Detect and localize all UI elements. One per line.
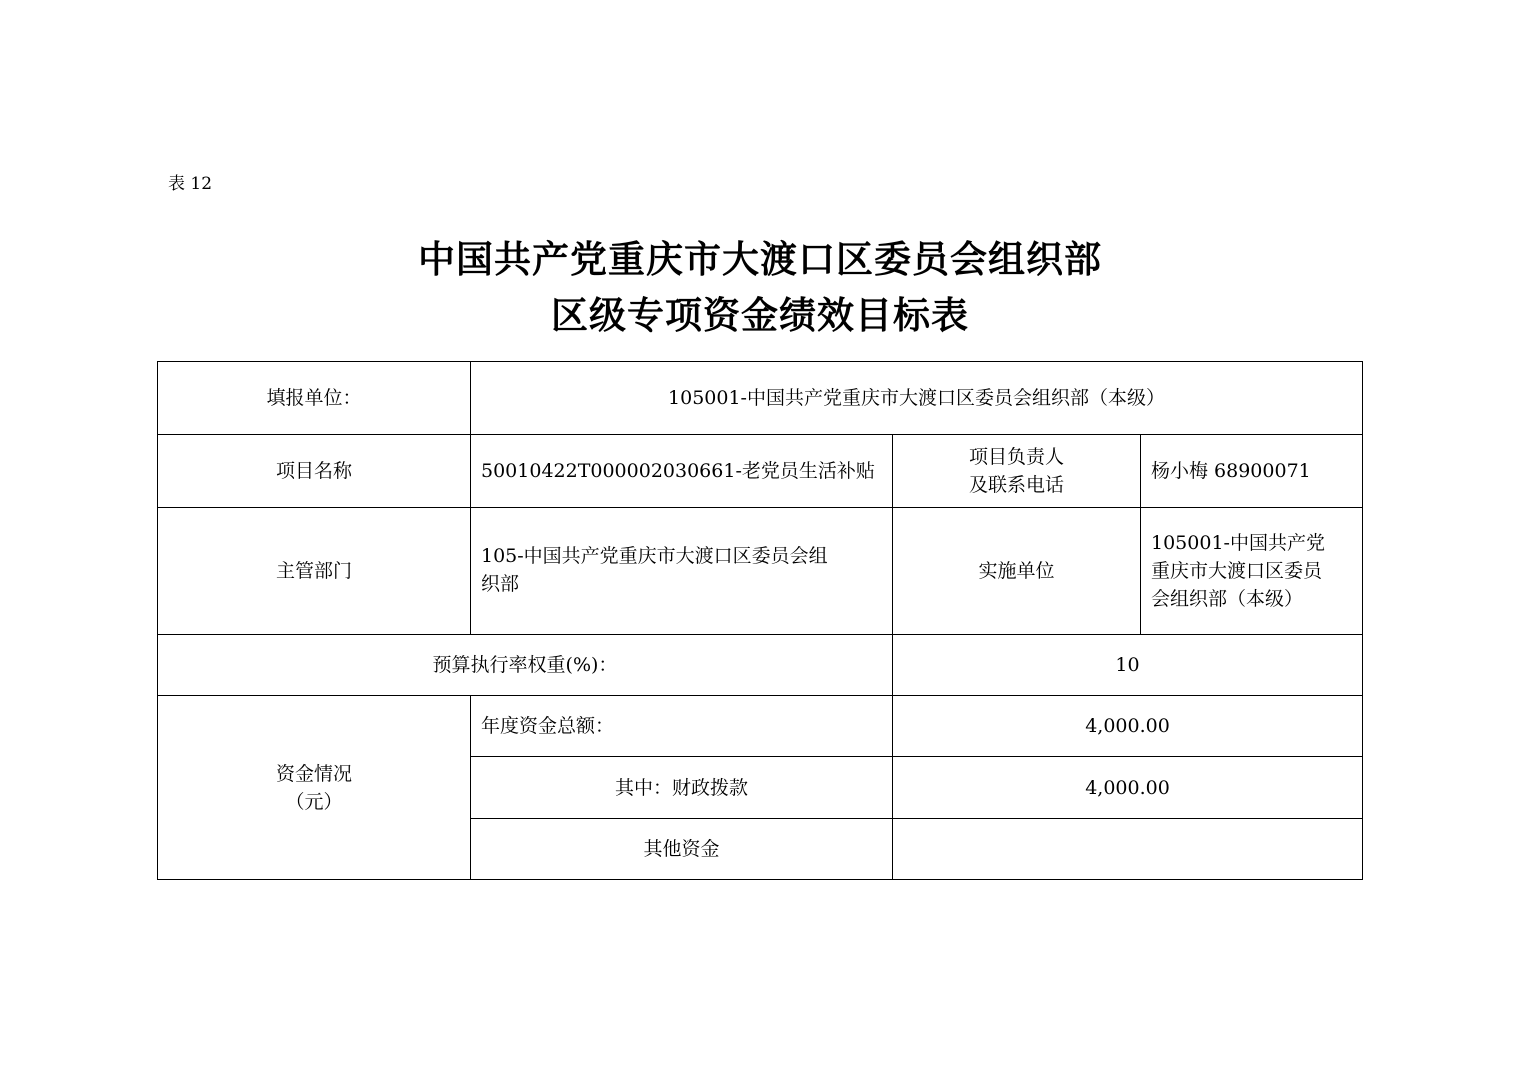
fiscal-value-cell	[893, 757, 1363, 819]
project-lead-label-line-1: 项目负责人	[968, 446, 1064, 468]
impl-unit-value-line-2: 重庆市大渡口区委员	[1151, 560, 1323, 582]
impl-unit-value-cell	[1141, 508, 1363, 635]
project-name-value-cell	[471, 435, 893, 508]
annual-total-value-cell	[893, 696, 1363, 757]
performance-target-table	[157, 361, 1363, 880]
impl-unit-value-line-3: 会组织部（本级）	[1151, 588, 1304, 610]
impl-unit-value-line-1: 105001-中国共产党	[1151, 532, 1325, 554]
funds-label-line-2: （元）	[285, 790, 343, 813]
annual-total-label-cell	[471, 696, 893, 757]
other-funds-label: 其他资金	[643, 838, 720, 860]
competent-dept-label-cell	[158, 508, 471, 635]
other-funds-value-cell	[893, 819, 1363, 880]
impl-unit-label-cell	[893, 508, 1141, 635]
fiscal-label-cell	[471, 757, 893, 819]
funds-label-cell	[158, 696, 471, 880]
fiscal-label: 其中：财政拨款	[614, 776, 748, 799]
project-lead-label-line-2: 及联系电话	[968, 474, 1064, 496]
reporting-unit-value-cell	[471, 362, 1363, 435]
page-title-line-1: 中国共产党重庆市大渡口区委员会组织部	[418, 238, 1102, 281]
table-number: 表 12	[168, 174, 213, 194]
project-name-label-cell	[158, 435, 471, 508]
competent-dept-label: 主管部门	[275, 560, 352, 582]
page-title-line-2: 区级专项资金绩效目标表	[551, 294, 969, 337]
annual-total-label: 年度资金总额：	[481, 715, 615, 737]
budget-weight-value-cell	[893, 635, 1363, 696]
funds-label-line-1: 资金情况	[275, 762, 352, 785]
reporting-unit-label-cell	[158, 362, 471, 435]
project-name-label: 项目名称	[275, 460, 352, 482]
budget-weight-value: 10	[1115, 654, 1140, 676]
competent-dept-value-line-2: 织部	[481, 573, 520, 595]
reporting-unit-value: 105001-中国共产党重庆市大渡口区委员会组织部（本级）	[668, 387, 1165, 409]
annual-total-value: 4,000.00	[1085, 715, 1170, 737]
project-lead-value: 杨小梅 68900071	[1151, 460, 1311, 482]
competent-dept-value-line-1: 105-中国共产党重庆市大渡口区委员会组	[481, 545, 828, 567]
reporting-unit-label: 填报单位：	[266, 387, 362, 409]
project-name-value: 50010422T000002030661-老党员生活补贴	[481, 460, 875, 482]
project-lead-label-cell	[893, 435, 1141, 508]
project-lead-value-cell	[1141, 435, 1363, 508]
budget-weight-label-cell	[158, 635, 893, 696]
other-funds-label-cell	[471, 819, 893, 880]
budget-weight-label: 预算执行率权重(%)：	[432, 654, 618, 676]
impl-unit-label: 实施单位	[978, 560, 1055, 582]
fiscal-value: 4,000.00	[1085, 776, 1170, 799]
competent-dept-value-cell	[471, 508, 893, 635]
